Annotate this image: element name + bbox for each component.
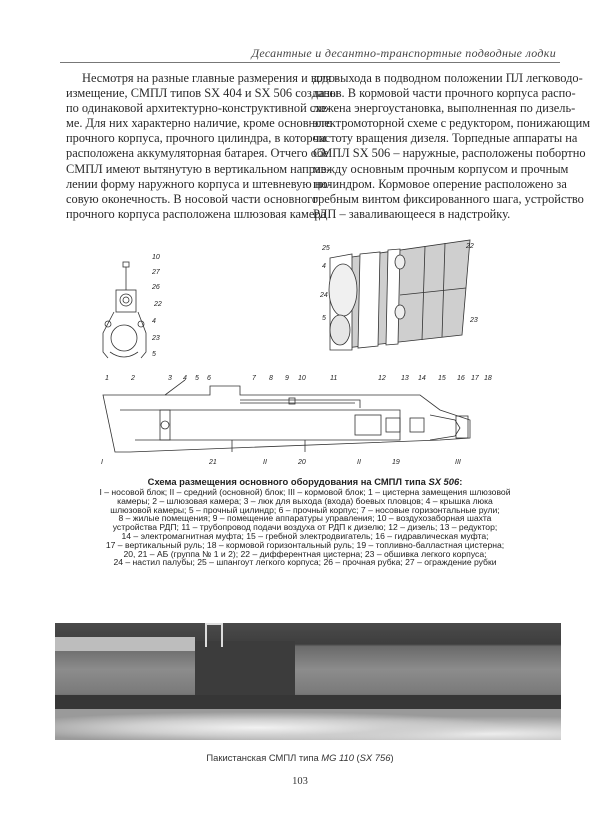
side-view-bottom-labels — [101, 459, 461, 466]
caption-legend-line: шлюзовой камеры; 5 – прочный цилиндр; 6 – прочный корпус; 7 – носовые горизонтальные рули; — [110, 504, 500, 515]
cross-section-drawing — [103, 262, 146, 358]
callout-label: 15 — [438, 375, 446, 382]
text-line: электромоторной схеме с редуктором, понижающим — [313, 116, 591, 131]
text-line: лении форму наружного корпуса и штевневую но- — [66, 176, 332, 191]
text-line: измещение, СМПЛ типов SX 404 и SX 506 созданы — [66, 86, 339, 101]
running-title: Десантные и десантно-транспортные подводные лодки — [251, 46, 556, 60]
callout-label: 4 — [183, 375, 187, 382]
callout-label: 16 — [457, 375, 465, 382]
callout-label: 6 — [207, 375, 211, 382]
callout-label: 21 — [209, 459, 217, 466]
text-line: между основным прочным корпусом и прочным — [313, 161, 569, 176]
page-number: 103 — [292, 776, 308, 787]
callout-label: 25 — [322, 245, 330, 252]
cross-section-labels — [151, 254, 162, 358]
callout-label: 13 — [401, 375, 409, 382]
text-line: СМПЛ имеют вытянутую в вертикальном направ- — [66, 161, 331, 176]
caption-legend-line: I – носовой блок; II – средний (основной) блок; III – кормовой блок; 1 – цистерна замещения шлюзовой — [99, 487, 511, 497]
text-line: гребным винтом фиксированного шага, устройство — [313, 191, 584, 206]
caption-legend-line: устройства РДП; 11 – трубопровод подачи воздуха от РДП к дизелю; 12 – дизель; 13 – редуктор; — [112, 522, 498, 533]
caption-title-colon: : — [459, 476, 463, 487]
callout-label: 5 — [195, 375, 199, 382]
photo-caption-text: Пакистанская СМПЛ типа — [206, 752, 319, 763]
callout-label: 8 — [269, 375, 273, 382]
callout-label: 7 — [252, 375, 256, 382]
callout-label: 5 — [322, 315, 326, 322]
text-line: для выхода в подводном положении ПЛ легководо- — [313, 71, 583, 85]
callout-label: 9 — [285, 375, 289, 382]
text-line: РДП – заваливающееся в надстройку. — [313, 206, 511, 221]
side-view-top-labels — [105, 375, 492, 382]
text-line: по одинаковой архитектурно-конструктивной схе- — [66, 101, 331, 116]
text-line: СМПЛ SX 506 – наружные, расположены побортно — [313, 146, 586, 161]
photo-caption-alt-model: SX 756 — [359, 752, 391, 763]
caption-title-model: SX 506 — [428, 476, 460, 487]
callout-label: 10 — [152, 254, 160, 261]
caption-legend-line: 24 – настил палубы; 25 – шпангоут легкого корпуса; 26 – прочная рубка; 27 – ограждение рубки — [113, 557, 497, 568]
callout-label: 19 — [392, 459, 400, 466]
callout-label: 17 — [471, 375, 479, 382]
callout-label: 27 — [152, 269, 160, 276]
perspective-section-drawing — [329, 240, 470, 350]
callout-label: III — [455, 459, 461, 466]
callout-label: 18 — [484, 375, 492, 382]
callout-label: 14 — [418, 375, 426, 382]
caption-legend-line: 17 – вертикальный руль; 18 – кормовой горизонтальный руль; 19 – топливно-балластная цистерна; — [105, 539, 505, 550]
caption-legend-line: 8 – жилые помещения; 9 – помещение аппаратуры управления; 10 – воздухозаборная шахта — [118, 513, 492, 524]
callout-label: 2 — [131, 375, 135, 382]
text-line: ме. Для них характерно наличие, кроме основного — [66, 116, 333, 131]
photo-caption-paren-open: ( — [353, 752, 360, 763]
callout-label: 1 — [105, 375, 109, 382]
photo-caption-model: MG 110 — [321, 752, 354, 763]
text-line: прочного корпуса, прочного цилиндра, в котором — [66, 131, 327, 146]
text-line: ложена энергоустановка, выполненная по дизель- — [313, 101, 576, 116]
text-line: частоту вращения дизеля. Торпедные аппараты на — [313, 131, 578, 146]
callout-label: 12 — [378, 375, 386, 382]
text-line: прочного корпуса расположена шлюзовая камера — [66, 206, 327, 221]
submarine-photo — [55, 623, 561, 740]
caption-legend-line: 14 – электромагнитная муфта; 15 – гребной электродвигатель; 16 – гидравлическая муфта; — [121, 530, 489, 541]
callout-label: 10 — [298, 375, 306, 382]
callout-label: 20 — [298, 459, 306, 466]
caption-legend-line: 20, 21 – АБ (группа № 1 и 2); 22 – дифферентная цистерна; 23 – обшивка легкого корпуса; — [123, 548, 487, 559]
callout-label: 11 — [330, 375, 338, 382]
callout-label: 5 — [152, 351, 156, 358]
text-line: Несмотря на разные главные размерения и водо- — [82, 71, 340, 85]
callout-label: 22 — [154, 301, 162, 308]
callout-label: II — [357, 459, 361, 466]
text-line: цилиндром. Кормовое оперение расположено за — [313, 176, 567, 191]
caption-legend-line: камеры; 2 – шлюзовая камера; 3 – люк для выхода (входа) боевых пловцов; 4 – крышка люка — [117, 495, 493, 506]
callout-label: 4 — [322, 263, 326, 270]
photo-caption-paren-close: ) — [390, 752, 394, 763]
callout-label: 22 — [466, 243, 474, 250]
callout-label: 23 — [470, 317, 478, 324]
text-line: лазов. В кормовой части прочного корпуса распо- — [313, 86, 576, 101]
caption-title-text: Схема размещения основного оборудования на СМПЛ типа — [147, 476, 426, 487]
callout-label: 4 — [152, 318, 156, 325]
photo-caption — [0, 752, 600, 763]
text-line: расположена аккумуляторная батарея. Отчего обе — [66, 146, 329, 161]
side-view-drawing — [103, 380, 470, 452]
callout-label: II — [263, 459, 267, 466]
text-line: совую оконечность. В носовой части основного — [66, 191, 319, 206]
callout-label: 24 — [320, 292, 328, 299]
callout-label: I — [101, 459, 103, 466]
diagram-caption — [60, 476, 550, 567]
callout-label: 26 — [152, 284, 160, 291]
callout-label: 3 — [168, 375, 172, 382]
caption-legend — [60, 488, 550, 567]
callout-label: 23 — [152, 335, 160, 342]
